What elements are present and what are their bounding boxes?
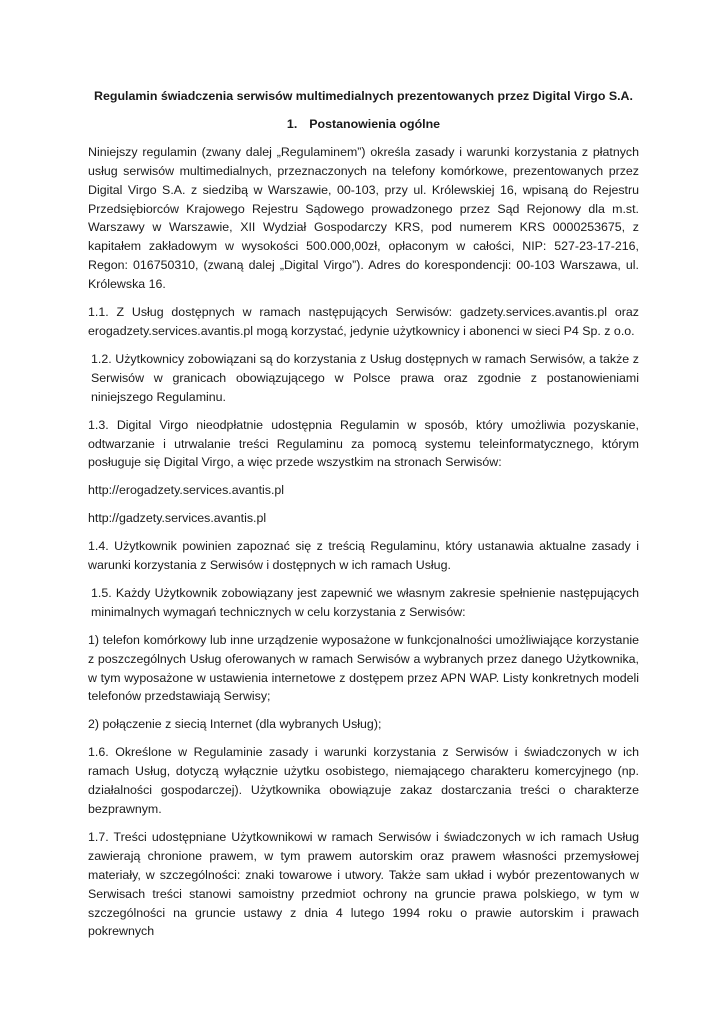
paragraph-1-3: 1.3. Digital Virgo nieodpłatnie udostępnia Regulamin w sposób, który umożliwia pozyskanie, odtwarzanie i utrwalanie treści Regulaminu za pomocą systemu teleinformatycznego, którym posługuje się Digital Virgo, a więc przede wszystkim na stronach Serwisów: bbox=[88, 417, 639, 470]
url-gadzety: http://gadzety.services.avantis.pl bbox=[88, 511, 267, 526]
paragraph-1-1: 1.1. Z Usług dostępnych w ramach następujących Serwisów: gadzety.services.avantis.pl oraz erogadzety.services.avantis.pl mogą korzystać, jedynie użytkownicy i abonenci w sieci P4 Sp. z o.o. bbox=[88, 305, 639, 338]
paragraph-1-5: 1.5. Każdy Użytkownik zobowiązany jest zapewnić we własnym zakresie spełnienie następujących minimalnych wymagań technicznych w celu korzystania z Serwisów: bbox=[91, 585, 639, 619]
paragraph-1-2: 1.2. Użytkownicy zobowiązani są do korzystania z Usług dostępnych w ramach Serwisów, a także z Serwisów w granicach obowiązującego w Polsce prawa oraz zgodnie z postanowieniami niniejszego Regulaminu. bbox=[91, 351, 639, 404]
document-title: Regulamin świadczenia serwisów multimedialnych prezentowanych przez Digital Virgo S.A. bbox=[94, 89, 633, 103]
paragraph-intro: Niniejszy regulamin (zwany dalej „Regulaminem”) określa zasady i warunki korzystania z płatnych usług serwisów multimedialnych, przeznaczonych na telefony komórkowe, prezentowanych przez Digital Virgo S.A. z siedzibą w Warszawie, 00-103, przy ul. Królewskiej 16, wpisaną do Rejestru Przedsiębiorców Krajowego Rejestru Sądowego prowadzonego przez Sąd Rejonowy dla m.st. Warszawy w Warszawie, XII Wydział Gospodarczy KRS, pod numerem KRS 0000253675, z kapitałem zakładowym w wysokości 500.000,00zł, opłaconym w całości, NIP: 527-23-17-216, Regon: 016750310, (zwaną dalej „Digital Virgo”). Adres do korespondencji: 00-103 Warszawa, ul. Królewska 16. bbox=[88, 144, 639, 292]
section-number: 1. bbox=[286, 116, 298, 131]
url-erogadzety: http://erogadzety.services.avantis.pl bbox=[88, 483, 285, 498]
paragraph-1-4: 1.4. Użytkownik powinien zapoznać się z treścią Regulaminu, który ustanawia aktualne zasady i warunki korzystania z Serwisów i dostępnych w ich ramach Usług. bbox=[88, 539, 639, 573]
paragraph-1-6: 1.6. Określone w Regulaminie zasady i warunki korzystania z Serwisów i świadczonych w ich ramach Usług, dotyczą wyłącznie użytku osobistego, niemającego charakteru komercyjnego (np. działalności gospodarczej). Użytkownika obowiązuje zakaz dostarczania treści o charakterze bezprawnym. bbox=[88, 745, 639, 816]
section-heading bbox=[88, 115, 639, 134]
document-body bbox=[88, 87, 639, 950]
section-title: Postanowienia ogólne bbox=[309, 116, 441, 131]
paragraph-1-7: 1.7. Treści udostępniane Użytkownikowi w ramach Serwisów i świadczonych w ich ramach Usług zawierają chronione prawem, w tym prawem autorskim oraz prawem własności przemysłowej materiały, w szczególności: znaki towarowe i utwory. Także sam układ i wybór prezentowanych w Serwisach treści stanowi samoistny przedmiot ochrony na gruncie prawa polskiego, w tym w szczególności na gruncie ustawy z dnia 4 lutego 1994 roku o prawie autorskim i prawach pokrewnych bbox=[88, 829, 639, 939]
list-item-1: 1) telefon komórkowy lub inne urządzenie wyposażone w funkcjonalności umożliwiające korzystanie z poszczególnych Usług oferowanych w ramach Serwisów a wybranych przez danego Użytkownika, w tym wyposażone w ustawienia internetowe z dostępem przez APN WAP. Listy konkretnych modeli telefonów przedstawiają Serwisy; bbox=[88, 632, 639, 704]
list-item-2: 2) połączenie z siecią Internet (dla wybranych Usług); bbox=[88, 717, 382, 732]
